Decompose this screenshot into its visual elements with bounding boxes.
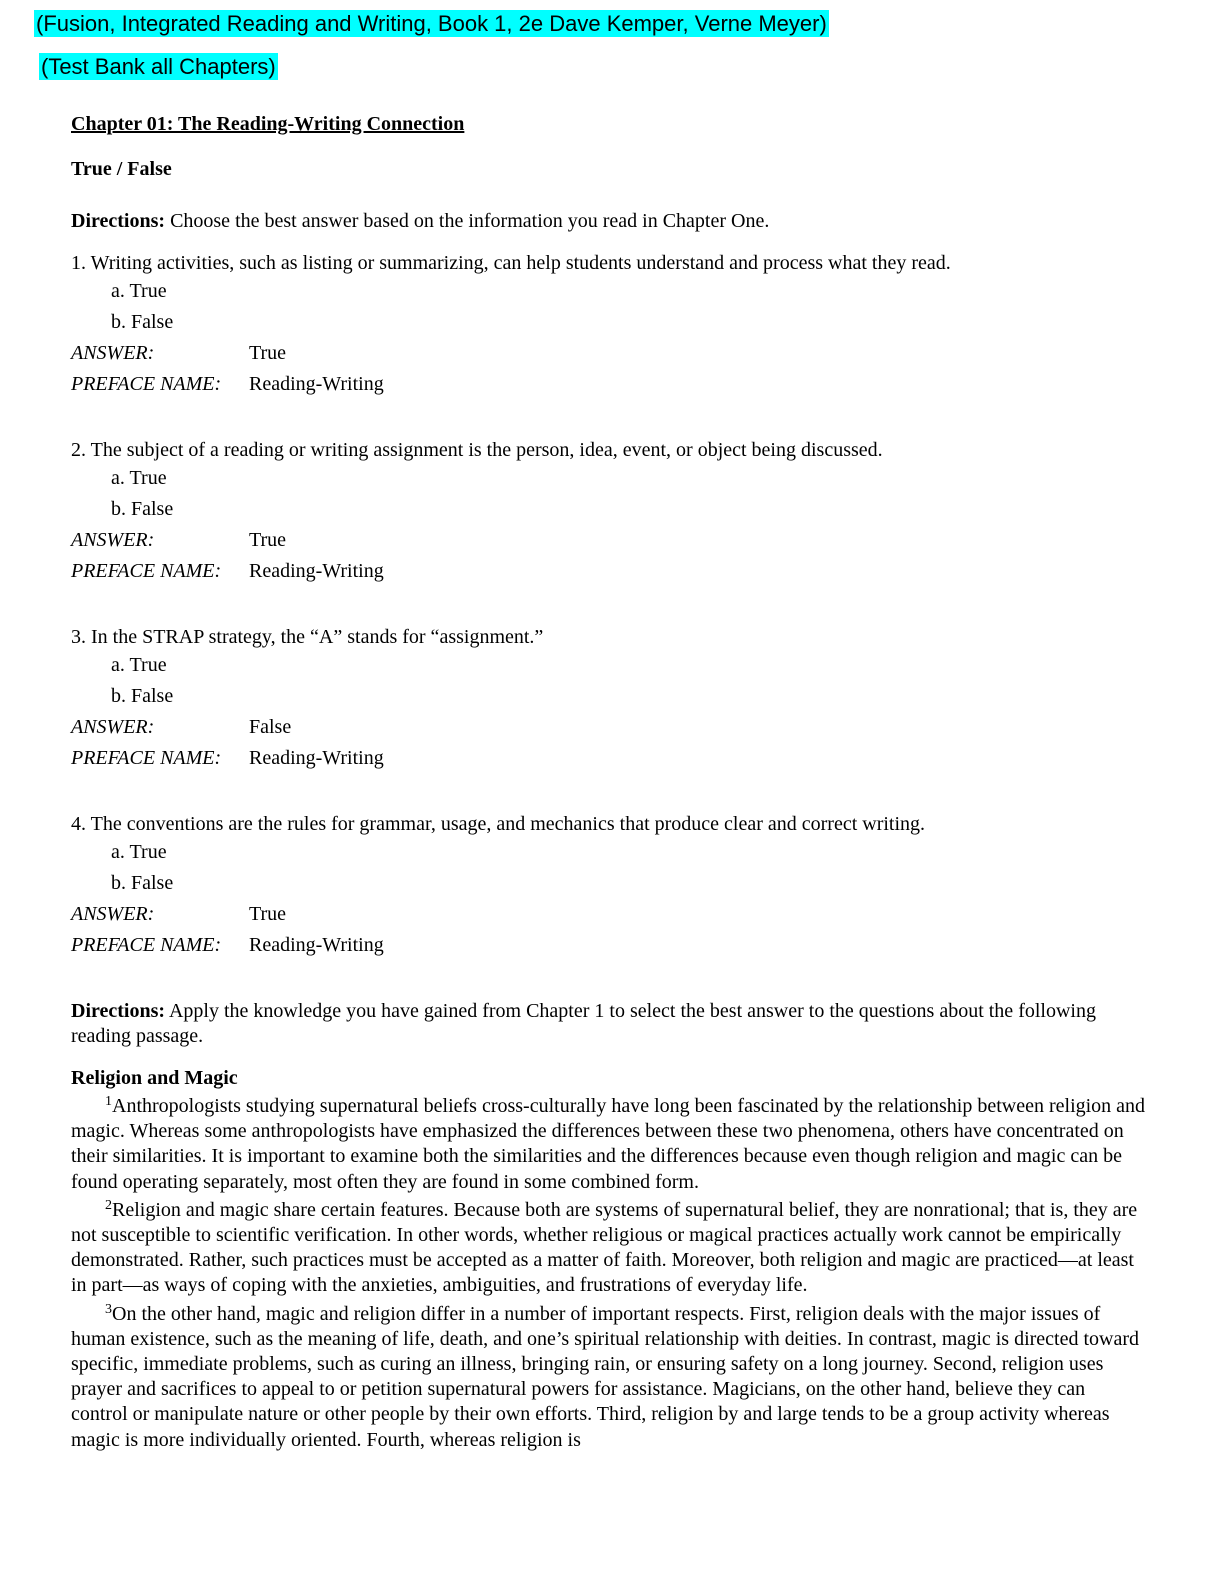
preface-row: [71, 369, 1146, 400]
answer-value: True: [249, 342, 287, 364]
option-b: b. False: [111, 685, 174, 707]
option-a: a. True: [111, 841, 167, 863]
preface-row: [71, 930, 1146, 961]
answer-row: [71, 525, 1146, 556]
directions-text: Choose the best answer based on the information you read in Chapter One.: [165, 210, 770, 232]
paragraph-text: Religion and magic share certain features. Because both are systems of supernatural belief, they are nonrational; that is, they are not susceptible to scientific verification. In other words, whether religious or magical practices actually work cannot be empirically demonstrated. Rather, such practices must be accepted as a matter of faith. Moreover, both religion and magic are practiced—at least in part—as ways of coping with the anxieties, ambiguities, and frustrations of everyday life.: [71, 1198, 1138, 1297]
question-2: [71, 438, 1146, 587]
option-a: a. True: [111, 654, 167, 676]
preface-label: PREFACE NAME:: [71, 373, 222, 395]
directions-2: [71, 999, 1146, 1049]
paragraph-text: On the other hand, magic and religion differ in a number of important respects. First, religion deals with the major issues of human existence, such as the meaning of life, death, and one’s spiritual relationship with deities. In contrast, magic is directed toward specific, immediate problems, such as curing an illness, bringing rain, or ensuring safety on a long journey. Second, religion uses prayer and sacrifices to appeal to or petition supernatural powers for assistance. Magicians, on the other hand, believe they can control or manipulate nature or other people by their own efforts. Third, religion by and large tends to be a group activity whereas magic is more individually oriented. Fourth, whereas religion is: [71, 1302, 1140, 1451]
answer-value: False: [249, 716, 292, 738]
option-a: a. True: [111, 280, 167, 302]
answer-value: True: [249, 529, 287, 551]
directions-label: Directions:: [71, 1000, 166, 1022]
question-stem: 4. The conventions are the rules for grammar, usage, and mechanics that produce clear and correct writing.: [71, 813, 926, 835]
directions-text: Apply the knowledge you have gained from Chapter 1 to select the best answer to the questions about the following reading passage.: [71, 1000, 1096, 1047]
option-b: b. False: [111, 311, 174, 333]
preface-label: PREFACE NAME:: [71, 560, 222, 582]
preface-row: [71, 556, 1146, 587]
option-a: a. True: [111, 467, 167, 489]
paragraph-text: Anthropologists studying supernatural beliefs cross-culturally have long been fascinated by the relationship between religion and magic. Whereas some anthropologists have emphasized the differences between these two phenomena, others have concentrated on their similarities. It is important to examine both the similarities and the differences because even though religion and magic can be found operating separately, most often they are found in some combined form.: [71, 1095, 1146, 1193]
document-body: [71, 112, 1146, 1453]
preface-value: Reading-Writing: [249, 747, 384, 769]
passage-paragraph-3: [71, 1302, 1146, 1453]
paragraph-number: 2: [105, 1197, 112, 1213]
answer-label: ANSWER:: [71, 716, 155, 738]
answer-row: [71, 338, 1146, 369]
answer-label: ANSWER:: [71, 342, 155, 364]
answer-row: [71, 899, 1146, 930]
question-4: [71, 812, 1146, 961]
directions-1: [71, 209, 1146, 234]
passage-paragraph-2: [71, 1198, 1146, 1299]
document-title-highlight: (Fusion, Integrated Reading and Writing, Book 1, 2e Dave Kemper, Verne Meyer): [36, 11, 827, 36]
question-3: [71, 625, 1146, 774]
question-stem: 3. In the STRAP strategy, the “A” stands for “assignment.”: [71, 626, 544, 648]
option-b: b. False: [111, 872, 174, 894]
directions-label: Directions:: [71, 210, 166, 232]
question-stem: 1. Writing activities, such as listing or summarizing, can help students understand and process what they read.: [71, 252, 951, 274]
passage-paragraph-1: [71, 1094, 1146, 1195]
preface-value: Reading-Writing: [249, 934, 384, 956]
document-subtitle-highlight: (Test Bank all Chapters): [41, 54, 276, 79]
answer-label: ANSWER:: [71, 529, 155, 551]
answer-row: [71, 712, 1146, 743]
passage-title: Religion and Magic: [71, 1067, 238, 1089]
answer-value: True: [249, 903, 287, 925]
preface-label: PREFACE NAME:: [71, 747, 222, 769]
chapter-title: Chapter 01: The Reading-Writing Connection: [71, 113, 465, 135]
preface-row: [71, 743, 1146, 774]
question-1: [71, 251, 1146, 400]
answer-label: ANSWER:: [71, 903, 155, 925]
preface-value: Reading-Writing: [249, 373, 384, 395]
preface-value: Reading-Writing: [249, 560, 384, 582]
question-stem: 2. The subject of a reading or writing assignment is the person, idea, event, or object being discussed.: [71, 439, 883, 461]
paragraph-number: 1: [105, 1094, 112, 1109]
paragraph-number: 3: [105, 1301, 112, 1317]
option-b: b. False: [111, 498, 174, 520]
preface-label: PREFACE NAME:: [71, 934, 222, 956]
section-title: True / False: [71, 158, 172, 180]
